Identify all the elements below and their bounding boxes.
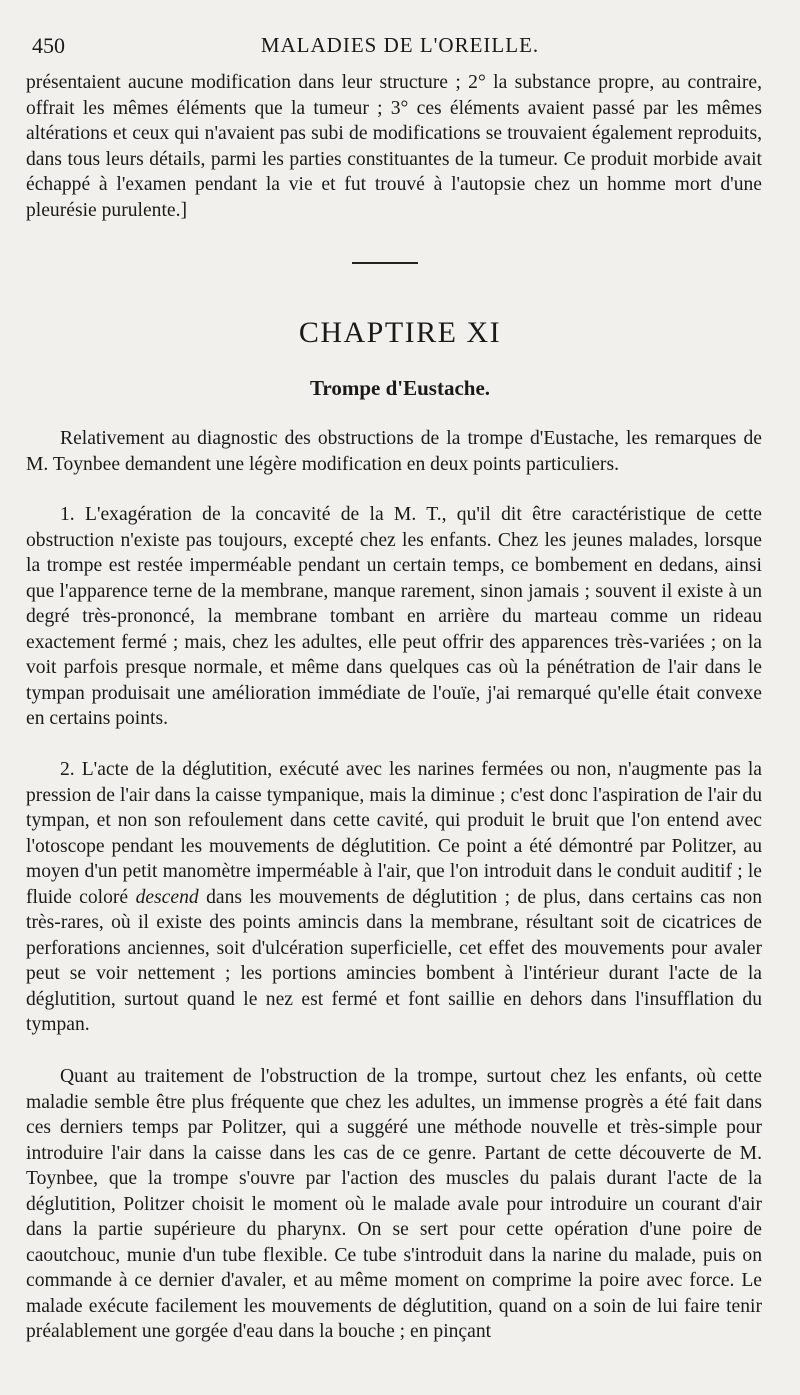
paragraph-text: Quant au traitement de l'obstruction de la trompe, surtout chez les enfants, où cette maladie semble être plus fréquente que chez les adultes, un immense progrès a été fait dans ces derniers temps par Politzer, qui a suggéré une méthode nouvelle et très-simple pour introduire l'air dans la caisse dans les cas de ce genre. Partant de cette découverte de M. Toynbee, que la trompe s'ouvre par l'action des muscles du palais durant l'acte de la déglutition, Politzer choisit le moment où le malade avale pour introduire un courant d'air dans la partie supérieure du pharynx. On se sert pour cette opération d'une poire de caoutchouc, munie d'un tube flexible. Ce tube s'introduit dans la narine du malade, puis on commande à ce dernier d'avaler, et au même moment on comprime la poire avec force. Le malade exécute facilement les mouvements de déglutition, quand on a soin de lui faire tenir préalablement une gorgée d'eau dans la bouche ; en pinçant <box>26 1066 762 1342</box>
page-number: 450 <box>32 33 65 58</box>
paragraph-text: Relativement au diagnostic des obstructions de la trompe d'Eustache, les remarques de M. Toynbee demandent une légère modification en deux points particuliers. <box>26 428 762 475</box>
paragraph-text-part: 2. L'acte de la déglutition, exécuté avec les narines fermées ou non, n'augmente pas la pression de l'air dans la caisse tympanique, mais la diminue ; c'est donc l'aspiration de l'air du tympan, et non son refoulement dans cette cavité, qui produit le bruit que l'on entend avec l'otoscope pendant les mouvements de déglutition. Ce point a été démontré par Politzer, au moyen d'un petit manomètre imperméable à l'air, que l'on introduit dans le conduit auditif ; le fluide coloré <box>26 759 762 908</box>
emphasized-word: descend <box>135 886 199 908</box>
paragraph-treatment <box>26 1064 762 1345</box>
section-title: Trompe d'Eustache. <box>309 376 491 400</box>
chapter-title: CHAPTIRE XI <box>298 316 502 349</box>
section-separator-rule <box>352 262 418 264</box>
paragraph-text <box>26 757 762 1038</box>
continuation-paragraph <box>26 70 762 223</box>
running-title: MALADIES DE L'OREILLE. <box>260 33 540 57</box>
paragraph-text-part: dans les mouvements de déglutition ; de plus, dans certains cas non très-rares, où il existe des points amincis dans la membrane, résultant soit de cicatrices de perforations anciennes, soit d'ulcération superficielle, cet effet des mouvements pour avaler peut se voir nettement ; les portions amincies bombent à l'intérieur durant l'acte de la déglutition, surtout quand le nez est fermé et font saillie en dehors dans l'insufflation du tympan. <box>26 886 762 1035</box>
paragraph-point-2 <box>26 757 762 1038</box>
paragraph-point-1 <box>26 502 762 732</box>
paragraph-text: 1. L'exagération de la concavité de la M. T., qu'il dit être caractéristique de cette obstruction n'existe pas toujours, excepté chez les enfants. Chez les jeunes malades, lorsque la trompe est restée imperméable pendant un certain temps, ce bombement en dedans, ainsi que l'apparence terne de la membrane, manque rarement, sinon jamais ; souvent il existe à un degré très-prononcé, la membrane tombant en arrière du marteau comme un rideau exactement fermé ; mais, chez les adultes, elle peut offrir des apparences très-variées ; on la voit parfois presque normale, et même dans quelques cas où la pénétration de l'air dans le tympan produisait une amélioration immédiate de l'ouïe, j'ai remarqué qu'elle était convexe en certains points. <box>26 504 762 729</box>
paragraph-intro <box>26 426 762 477</box>
continuation-text: présentaient aucune modification dans leur structure ; 2° la substance propre, au contraire, offrait les mêmes éléments que la tumeur ; 3° ces éléments avaient passé par les mêmes altérations et ceux qui n'avaient pas subi de modifications se trouvaient également reproduits, dans tous leurs détails, parmi les parties constituantes de la tumeur. Ce produit morbide avait échappé à l'examen pendant la vie et fut trouvé à l'autopsie chez un homme mort d'une pleurésie purulente.] <box>26 72 762 221</box>
